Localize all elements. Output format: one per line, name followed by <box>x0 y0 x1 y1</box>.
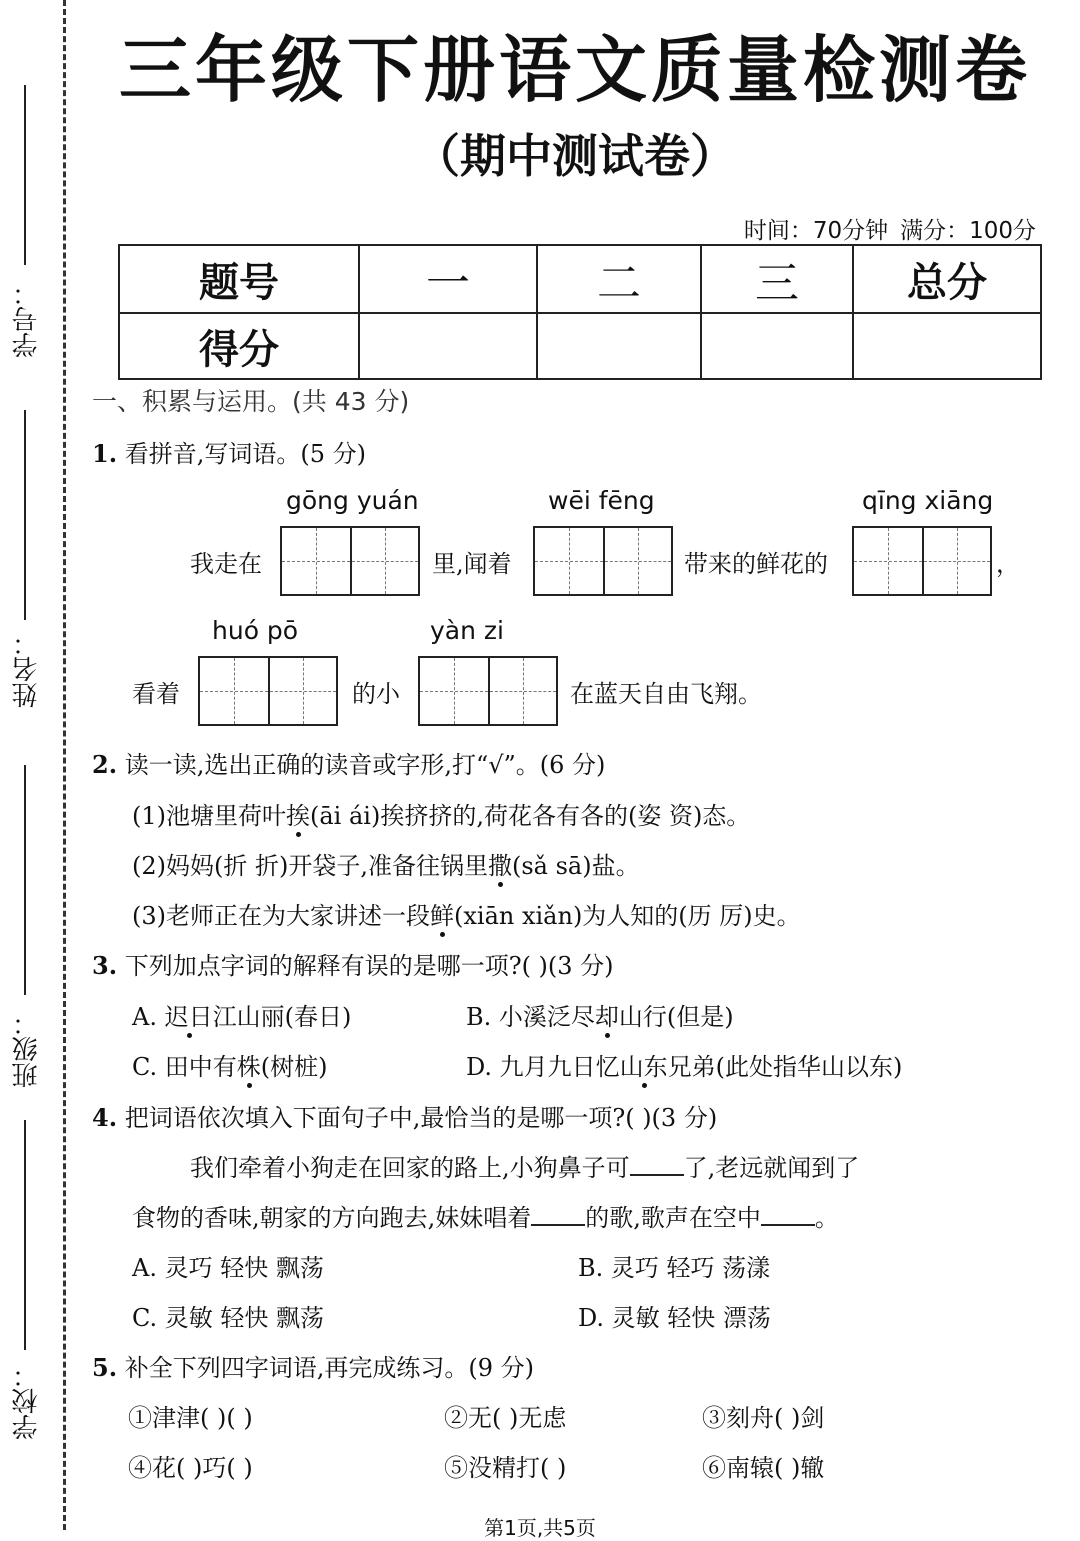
question-2 <box>92 745 605 780</box>
q3-option-b[interactable] <box>466 997 734 1032</box>
q2-item-1 <box>132 796 750 831</box>
item-text: (āi ái)挨挤挤的,荷花各有各的(姿 资)态。 <box>310 802 751 830</box>
option-text: A. <box>132 1003 165 1031</box>
question-3 <box>92 946 614 981</box>
sentence-text: 的小 <box>352 680 400 708</box>
q4-option-c[interactable]: C. 灵敏 轻快 飘荡 <box>132 1304 325 1332</box>
class-write-line[interactable] <box>24 765 26 995</box>
dotted-char: 鲜 <box>430 902 454 930</box>
question-text: 下列加点字词的解释有误的是哪一项?( )(3 分) <box>124 952 614 980</box>
answer-grid[interactable] <box>198 656 338 726</box>
passage-text: 食物的香味,朝家的方向跑去,妹妹唱着 <box>132 1204 532 1232</box>
time-info <box>744 212 1036 245</box>
dotted-char: 挨 <box>286 802 310 830</box>
question-text: 把词语依次填入下面句子中,最恰当的是哪一项?( )(3 分) <box>124 1104 718 1132</box>
sentence-text: 我走在 <box>190 550 262 578</box>
option-text: 江山丽(春日) <box>212 1003 352 1031</box>
grid-cell[interactable] <box>922 528 990 594</box>
idiom-item[interactable]: ②无( )无虑 <box>444 1404 567 1432</box>
idiom-item[interactable]: ⑥南辕( )辙 <box>702 1454 825 1482</box>
idiom-item[interactable]: ④花( )巧( ) <box>128 1454 253 1482</box>
question-4 <box>92 1098 717 1133</box>
school-label: 学校： <box>12 1362 42 1440</box>
passage-text: 的歌,歌声在空中 <box>585 1204 761 1232</box>
pinyin-label: huó pō <box>212 616 299 645</box>
answer-grid[interactable] <box>418 656 558 726</box>
grid-cell[interactable] <box>200 658 268 724</box>
passage-text: 了,老远就闻到了 <box>683 1154 860 1182</box>
dotted-char: 株 <box>236 1053 261 1081</box>
item-text: (sǎ sā)盐。 <box>511 852 640 880</box>
sentence-text: 看着 <box>132 680 180 708</box>
q4-option-a[interactable]: A. 灵巧 轻快 飘荡 <box>132 1254 324 1282</box>
pinyin-label: yàn zi <box>430 616 504 645</box>
score-table-score-row <box>119 313 1041 379</box>
score-header-cell: 题号 <box>119 245 359 313</box>
full-score: 满分：100分 <box>900 218 1036 244</box>
option-text: 兄弟(此处指华山以东) <box>667 1053 903 1081</box>
option-text: D. 九月九日忆 <box>466 1053 620 1081</box>
binding-dashed-line <box>63 0 66 1530</box>
option-text: B. 小溪泛尽 <box>466 1003 595 1031</box>
item-text: (xiān xiǎn)为人知的(历 厉)史。 <box>454 902 801 930</box>
dotted-char: 却 <box>594 1003 619 1031</box>
sentence-text: 在蓝天自由飞翔。 <box>570 680 762 708</box>
q4-option-d[interactable]: D. 灵敏 轻快 漂荡 <box>578 1304 771 1332</box>
idiom-item[interactable]: ⑤没精打( ) <box>444 1454 567 1482</box>
score-input-cell[interactable] <box>359 313 537 379</box>
sentence-text: 带来的鲜花的 <box>684 550 828 578</box>
q2-item-3 <box>132 896 801 931</box>
exam-title: 三年级下册语文质量检测卷 <box>118 28 1031 112</box>
option-text: (树桩) <box>260 1053 328 1081</box>
score-table <box>118 244 1042 380</box>
answer-grid[interactable] <box>280 526 420 596</box>
question-text: 读一读,选出正确的读音或字形,打“√”。(6 分) <box>124 751 606 779</box>
question-text: 看拼音,写词语。(5 分) <box>124 440 366 468</box>
dotted-char: 山东 <box>619 1053 668 1081</box>
score-input-cell[interactable] <box>853 313 1041 379</box>
question-text: 补全下列四字词语,再完成练习。(9 分) <box>124 1354 534 1382</box>
score-input-cell[interactable] <box>537 313 701 379</box>
question-number: 1. <box>92 439 118 468</box>
question-1 <box>92 434 366 469</box>
item-text: (2)妈妈(折 折)开袋子,准备往锅里 <box>132 852 488 880</box>
idiom-item[interactable]: ③刻舟( )剑 <box>702 1404 825 1432</box>
passage-text: 。 <box>814 1204 839 1232</box>
school-write-line[interactable] <box>24 1120 26 1350</box>
question-number: 3. <box>92 951 118 980</box>
grid-cell[interactable] <box>350 528 418 594</box>
answer-grid[interactable] <box>852 526 992 596</box>
q3-option-d[interactable] <box>466 1047 902 1082</box>
sentence-text: 里,闻着 <box>432 550 512 578</box>
grid-cell[interactable] <box>535 528 603 594</box>
option-text: 山行(但是) <box>618 1003 734 1031</box>
score-header-cell: 一 <box>359 245 537 313</box>
fill-blank[interactable] <box>630 1173 684 1176</box>
score-header-cell: 三 <box>701 245 853 313</box>
grid-cell[interactable] <box>854 528 922 594</box>
fill-blank[interactable] <box>531 1223 585 1226</box>
question-number: 5. <box>92 1353 118 1382</box>
score-header-cell: 二 <box>537 245 701 313</box>
xuehao-write-line[interactable] <box>24 85 26 265</box>
item-text: (3)老师正在为大家讲述一段 <box>132 902 430 930</box>
dotted-char: 撒 <box>487 852 512 880</box>
grid-cell[interactable] <box>282 528 350 594</box>
passage-text: 我们牵着小狗走在回家的路上,小狗鼻子可 <box>190 1154 630 1182</box>
q4-option-b[interactable]: B. 灵巧 轻巧 荡漾 <box>578 1254 771 1282</box>
time-limit: 时间：70分钟 <box>743 218 889 244</box>
score-row-label: 得分 <box>119 313 359 379</box>
question-number: 4. <box>92 1103 118 1132</box>
sentence-text: ， <box>996 550 1020 578</box>
q3-option-c[interactable] <box>132 1047 328 1082</box>
section-heading: 一、积累与运用。(共 43 分) <box>92 387 410 416</box>
grid-cell[interactable] <box>603 528 671 594</box>
fill-blank[interactable] <box>761 1223 815 1226</box>
grid-cell[interactable] <box>420 658 488 724</box>
binding-sidebar <box>0 0 64 1540</box>
q4-passage-line-1 <box>190 1148 859 1183</box>
pinyin-label: wēi fēng <box>548 486 655 515</box>
question-5 <box>92 1348 534 1383</box>
score-header-cell: 总分 <box>853 245 1041 313</box>
class-label: 班级： <box>12 1010 42 1088</box>
q4-passage-line-2 <box>132 1198 839 1233</box>
score-table-header-row <box>119 245 1041 313</box>
name-write-line[interactable] <box>24 410 26 620</box>
q3-option-a[interactable] <box>132 997 351 1032</box>
answer-grid[interactable] <box>533 526 673 596</box>
page-footer: 第1页,共5页 <box>484 1516 596 1540</box>
idiom-item[interactable]: ①津津( )( ) <box>128 1404 253 1432</box>
pinyin-label: gōng yuán <box>286 486 419 515</box>
q2-item-2 <box>132 846 640 881</box>
option-text: C. 田中有 <box>132 1053 237 1081</box>
name-label: 姓名： <box>12 630 42 708</box>
score-input-cell[interactable] <box>701 313 853 379</box>
item-text: (1)池塘里荷叶 <box>132 802 286 830</box>
grid-cell[interactable] <box>268 658 336 724</box>
exam-subtitle: （期中测试卷） <box>414 129 736 183</box>
pinyin-label: qīng xiāng <box>862 486 994 515</box>
grid-cell[interactable] <box>488 658 556 724</box>
xuehao-label: 学号： <box>12 280 42 358</box>
question-number: 2. <box>92 750 118 779</box>
dotted-char: 迟日 <box>164 1003 213 1031</box>
